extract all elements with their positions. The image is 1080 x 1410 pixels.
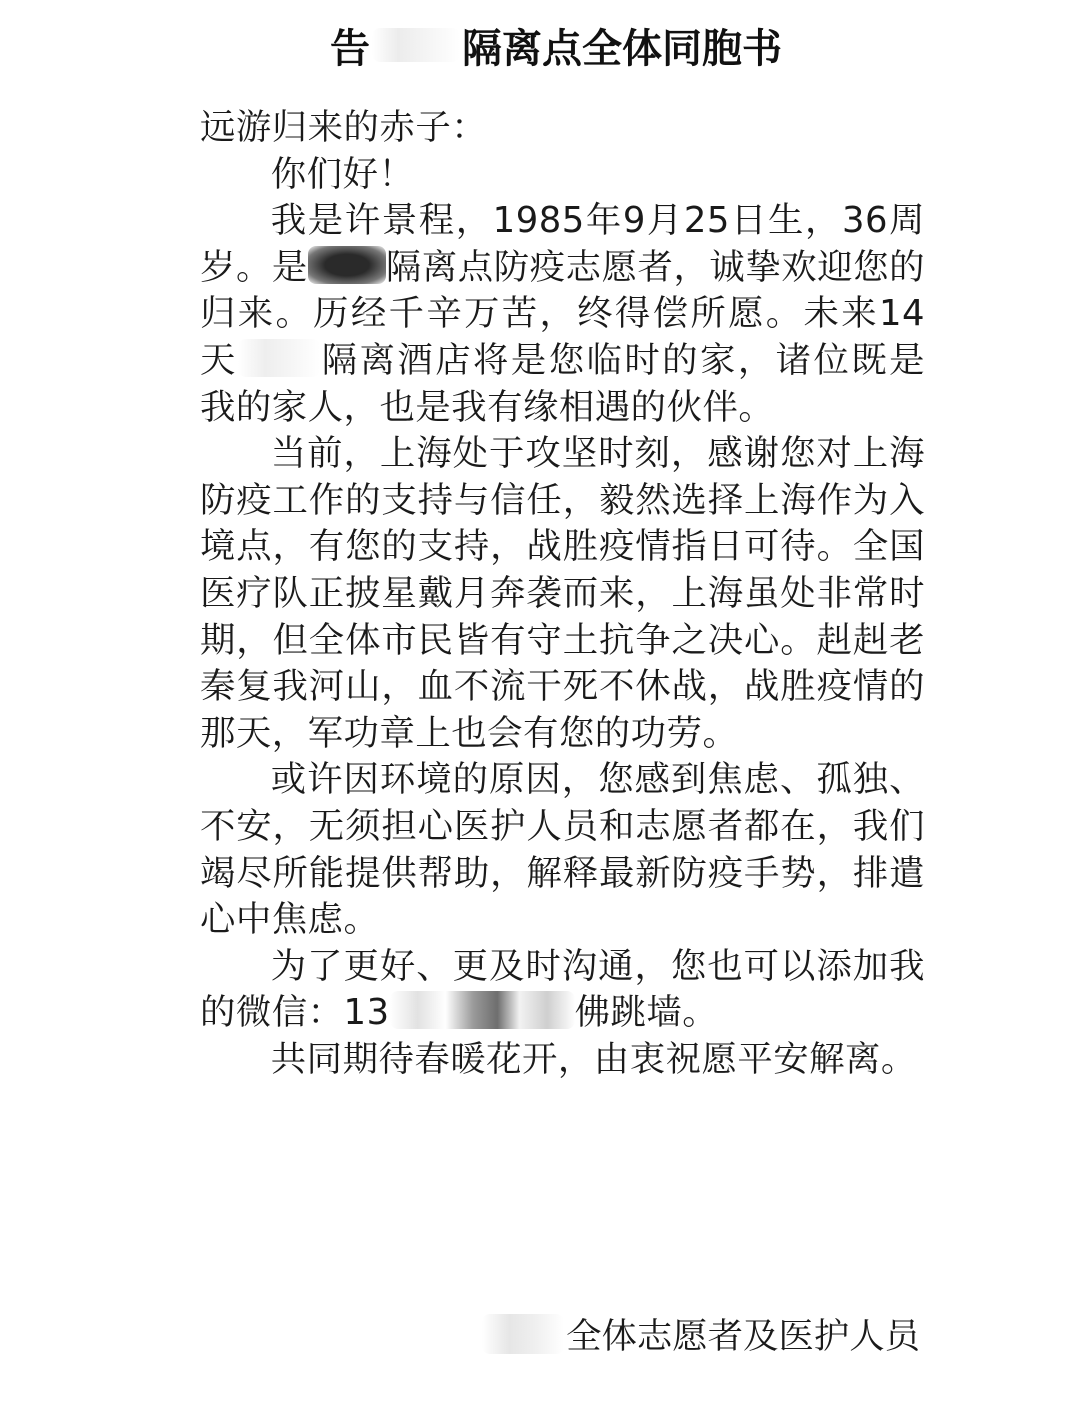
redaction-blur xyxy=(238,339,320,377)
paragraph-wechat xyxy=(200,944,925,1037)
wechat-text-2: 佛跳墙。 xyxy=(574,992,719,1034)
letter-title xyxy=(330,20,782,70)
intro-text-1: 我是许景程，1985年9月25日生，36周岁。是 xyxy=(200,200,925,288)
signature xyxy=(482,1308,920,1359)
redaction-blur xyxy=(390,991,575,1029)
intro-text-3: 隔离酒店将是您临时的家，诸位既是我的家人，也是我有缘相遇的伙伴。 xyxy=(200,339,926,428)
redaction-blur xyxy=(308,246,386,284)
paragraph-introduction xyxy=(200,198,925,431)
paragraph-shanghai: 当前，上海处于攻坚时刻，感谢您对上海防疫工作的支持与信任，毅然选择上海作为入境点，有您的支持，战胜疫情指日可待。全国医疗队正披星戴月奔袭而来，上海虽处非常时期，但全体市民皆有守土抗争之决心。赳赳老秦复我河山，血不流干死不休战，战胜疫情的那天，军功章上也会有您的功劳。 xyxy=(200,433,925,754)
paragraph-closing: 共同期待春暖花开，由衷祝愿平安解离。 xyxy=(270,1038,917,1080)
intro-text-2: 隔离点防疫志愿者，诚挚欢迎您的归来。历经千辛万苦，终得偿所愿。未来14天 xyxy=(200,246,926,381)
salutation: 远游归来的赤子： xyxy=(200,107,488,148)
redaction-blur xyxy=(372,28,460,62)
letter-body xyxy=(200,105,925,1083)
redaction-blur xyxy=(482,1314,564,1354)
title-suffix: 隔离点全体同胞书 xyxy=(462,25,782,72)
paragraph-reassurance: 或许因环境的原因，您感到焦虑、孤独、不安，无须担心医护人员和志愿者都在，我们竭尽所能提供帮助，解释最新防疫手势，排遣心中焦虑。 xyxy=(200,759,925,941)
wechat-text-1: 为了更好、更及时沟通，您也可以添加我的微信：13 xyxy=(200,945,925,1034)
signature-text: 全体志愿者及医护人员 xyxy=(566,1316,920,1357)
title-prefix: 告 xyxy=(330,25,370,72)
greeting: 你们好！ xyxy=(270,153,415,195)
